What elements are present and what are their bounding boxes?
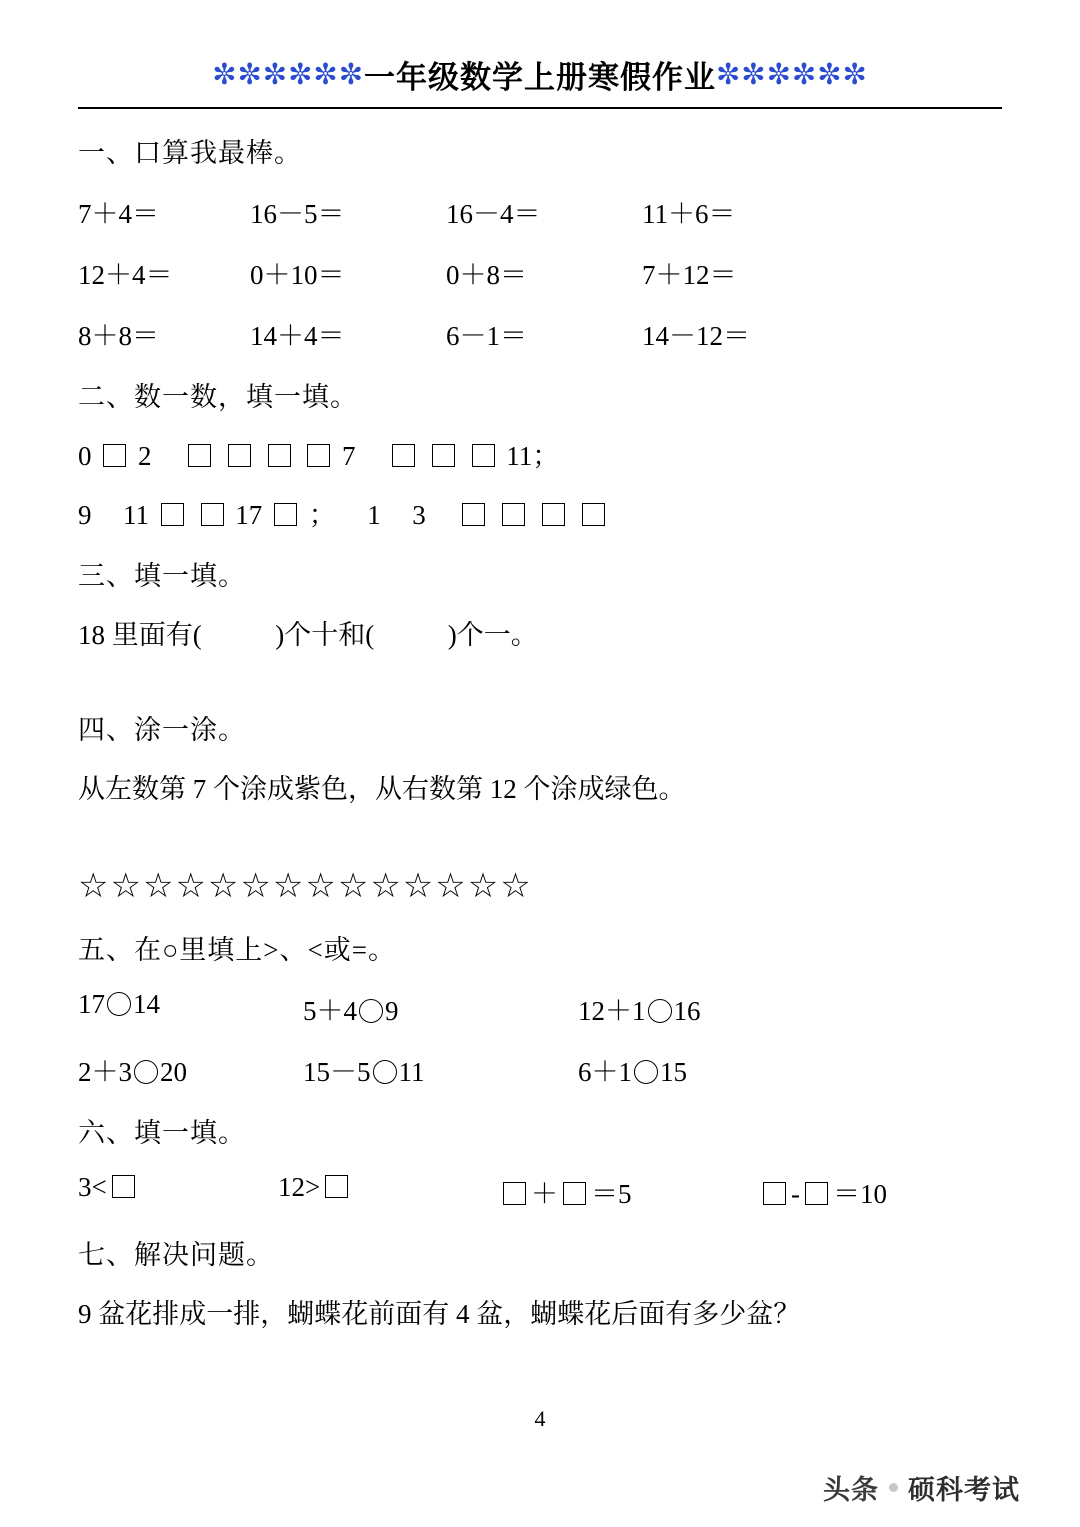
page-number: 4 xyxy=(534,1406,546,1431)
section-heading-1: 一、口算我最棒。 xyxy=(78,138,302,168)
watermark xyxy=(823,1468,1020,1507)
sequence-number: 0 xyxy=(78,441,92,471)
problem-item: 16－5＝ xyxy=(250,199,345,229)
compare-item xyxy=(303,989,578,1028)
compare-left: 5＋4 xyxy=(303,996,357,1026)
problem-item: 11＋6＝ xyxy=(642,199,736,229)
sentence-part: )个十和( xyxy=(275,620,375,650)
sequence-separator: ； xyxy=(308,500,336,530)
compare-circle[interactable] xyxy=(634,1060,658,1084)
star-row[interactable]: ☆☆☆☆☆☆☆☆☆☆☆☆☆☆ xyxy=(78,868,533,905)
section-heading-4: 四、涂一涂。 xyxy=(78,715,246,745)
sequence-number: 3 xyxy=(412,500,426,530)
answer-box[interactable] xyxy=(763,1182,786,1205)
answer-box[interactable] xyxy=(472,444,495,467)
section-heading-6: 六、填一填。 xyxy=(78,1118,246,1148)
word-problem: 9 盆花排成一排，蝴蝶花前面有 4 盆，蝴蝶花后面有多少盆？ xyxy=(78,1299,801,1329)
compare-right: 9 xyxy=(385,996,399,1026)
fill-label: 3< xyxy=(78,1172,107,1202)
compare-left: 2＋3 xyxy=(78,1057,132,1087)
compare-item xyxy=(78,989,303,1028)
answer-box[interactable] xyxy=(228,444,251,467)
sequence-number: 1 xyxy=(367,500,381,530)
header-divider xyxy=(78,107,1002,109)
section-heading-7: 七、解决问题。 xyxy=(78,1240,274,1270)
answer-box[interactable] xyxy=(307,444,330,467)
snowflake-icon-right: ✼✼✼✼✼✼ xyxy=(716,59,868,91)
compare-item xyxy=(578,989,701,1028)
section-heading-2: 二、数一数，填一填。 xyxy=(78,382,358,412)
problem-item: 7＋4＝ xyxy=(78,199,159,229)
compare-right: 16 xyxy=(673,996,701,1026)
answer-box[interactable] xyxy=(392,444,415,467)
problem-item: 16－4＝ xyxy=(446,199,541,229)
answer-box[interactable] xyxy=(201,503,224,526)
compare-left: 17 xyxy=(78,989,105,1019)
page-title: 一年级数学上册寒假作业 xyxy=(364,60,716,95)
sequence-row-2 xyxy=(78,493,1002,532)
compare-circle[interactable] xyxy=(373,1060,397,1084)
fill-item xyxy=(498,1172,758,1211)
snowflake-icon-left: ✼✼✼✼✼✼ xyxy=(212,59,364,91)
sequence-row-1 xyxy=(78,434,1002,473)
problem-item: 6－1＝ xyxy=(446,321,527,351)
compare-left: 6＋1 xyxy=(578,1057,632,1087)
answer-box[interactable] xyxy=(268,444,291,467)
compare-circle[interactable] xyxy=(107,992,131,1016)
sequence-number: 17 xyxy=(235,500,263,530)
problem-item: 0＋8＝ xyxy=(446,260,527,290)
answer-box[interactable] xyxy=(582,503,605,526)
compare-item xyxy=(578,1050,687,1089)
answer-box[interactable] xyxy=(325,1175,348,1198)
sentence-part: )个一。 xyxy=(447,620,538,650)
answer-box[interactable] xyxy=(112,1175,135,1198)
answer-box[interactable] xyxy=(542,503,565,526)
compare-item xyxy=(78,1050,303,1089)
fill-label: - xyxy=(791,1179,800,1209)
fill-item xyxy=(78,1172,278,1211)
toutiao-logo: 头条 xyxy=(823,1475,879,1505)
compare-left: 12＋1 xyxy=(578,996,646,1026)
compare-row xyxy=(78,989,1002,1028)
sequence-number: 2 xyxy=(138,441,152,471)
fill-row xyxy=(78,1172,1002,1211)
sequence-number: 11； xyxy=(506,441,560,471)
problem-row xyxy=(78,253,1002,292)
compare-circle[interactable] xyxy=(359,999,383,1023)
answer-box[interactable] xyxy=(805,1182,828,1205)
answer-box[interactable] xyxy=(103,444,126,467)
coloring-instruction: 从左数第 7 个涂成紫色，从右数第 12 个涂成绿色。 xyxy=(78,774,686,804)
compare-circle[interactable] xyxy=(648,999,672,1023)
fill-in-sentence xyxy=(78,613,1002,652)
fill-item xyxy=(278,1172,498,1211)
answer-box[interactable] xyxy=(188,444,211,467)
sequence-number: 7 xyxy=(342,441,356,471)
problem-item: 12＋4＝ xyxy=(78,260,173,290)
answer-box[interactable] xyxy=(161,503,184,526)
fill-label: ＝10 xyxy=(833,1179,887,1209)
compare-right: 14 xyxy=(133,989,160,1019)
sequence-number: 9 xyxy=(78,500,92,530)
fill-label: ＝5 xyxy=(591,1179,632,1209)
section-heading-5: 五、在○里填上>、<或=。 xyxy=(78,935,396,965)
problem-row xyxy=(78,192,1002,231)
section-heading-3: 三、填一填。 xyxy=(78,561,246,591)
compare-row xyxy=(78,1050,1002,1089)
answer-box[interactable] xyxy=(432,444,455,467)
answer-box[interactable] xyxy=(563,1182,586,1205)
compare-circle[interactable] xyxy=(134,1060,158,1084)
problem-item: 8＋8＝ xyxy=(78,321,159,351)
compare-right: 15 xyxy=(660,1057,687,1087)
problem-item: 14＋4＝ xyxy=(250,321,345,351)
problem-item: 0＋10＝ xyxy=(250,260,345,290)
watermark-label: 硕科考试 xyxy=(908,1475,1020,1505)
answer-box[interactable] xyxy=(274,503,297,526)
separator-dot-icon xyxy=(889,1483,898,1492)
compare-right: 20 xyxy=(160,1057,187,1087)
sentence-part: 18 里面有( xyxy=(78,620,202,650)
compare-left: 15－5 xyxy=(303,1057,371,1087)
problem-item: 14－12＝ xyxy=(642,321,750,351)
problem-item: 7＋12＝ xyxy=(642,260,737,290)
answer-box[interactable] xyxy=(502,503,525,526)
answer-box[interactable] xyxy=(503,1182,526,1205)
compare-item xyxy=(303,1050,578,1089)
fill-label: 12> xyxy=(278,1172,321,1202)
fill-label: ＋ xyxy=(531,1179,558,1209)
sequence-number: 11 xyxy=(123,500,149,530)
page-header xyxy=(78,0,1002,97)
fill-item xyxy=(758,1172,887,1211)
compare-right: 11 xyxy=(398,1057,425,1087)
problem-row xyxy=(78,314,1002,353)
answer-box[interactable] xyxy=(462,503,485,526)
